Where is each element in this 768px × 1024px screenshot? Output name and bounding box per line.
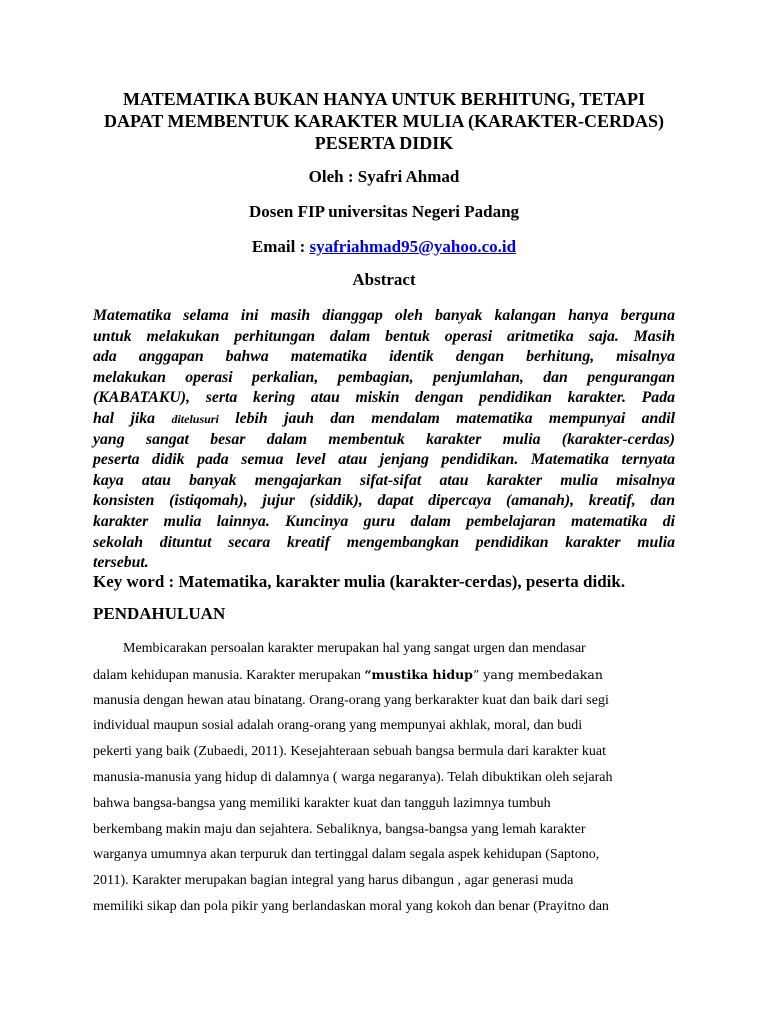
title-line-2: DAPAT MEMBENTUK KARAKTER MULIA (KARAKTER-CERDAS)	[103, 111, 665, 131]
abstract-line: untuk melakukan perhitungan dalam bentuk operasi aritmetika saja. Masih	[93, 327, 675, 345]
body-line: berkembang makin maju dan sejahtera. Sebaliknya, bangsa-bangsa yang lemah karakter	[93, 821, 586, 837]
email-label: Email :	[251, 237, 310, 256]
abstract-text	[93, 306, 675, 574]
abstract-line: tersebut.	[93, 554, 149, 572]
body-emphasis: “mustika hidup	[364, 666, 473, 682]
title-line-1: MATEMATIKA BUKAN HANYA UNTUK BERHITUNG, TETAPI	[122, 89, 646, 109]
body-fragment: dalam kehidupan manusia. Karakter merupakan	[93, 667, 365, 683]
abstract-line: yang sangat besar dalam membentuk karakter mulia (karakter-cerdas)	[93, 430, 675, 448]
body-line	[93, 662, 675, 688]
body-line: individual maupun sosial adalah orang-orang yang mempunyai akhlak, moral, dan budi	[93, 718, 583, 734]
author-affiliation: Dosen FIP universitas Negeri Padang	[248, 202, 520, 221]
body-paragraph	[93, 636, 675, 920]
abstract-fragment-small: ditelusuri	[171, 411, 219, 426]
author-email-line	[60, 237, 708, 257]
body-fragment: ” yang membedakan	[472, 666, 603, 682]
title-line-3: PESERTA DIDIK	[314, 133, 454, 153]
abstract-line: karakter mulia lainnya. Kuncinya guru dalam pembelajaran matematika di	[93, 512, 675, 530]
abstract-line: sekolah dituntut secara kreatif mengembangkan pendidikan karakter mulia	[93, 533, 675, 551]
body-line: manusia dengan hewan atau binatang. Orang-orang yang berkarakter kuat dan baik dari segi	[93, 692, 609, 708]
abstract-line: (KABATAKU), serta kering atau miskin dengan pendidikan karakter. Pada	[93, 389, 675, 407]
keywords: Key word : Matematika, karakter mulia (karakter-cerdas), peserta didik.	[93, 572, 626, 591]
abstract-line	[93, 409, 675, 430]
abstract-line: melakukan operasi perkalian, pembagian, penjumlahan, dan pengurangan	[93, 368, 675, 386]
author-byline: Oleh : Syafri Ahmad	[308, 167, 460, 186]
body-line: 2011). Karakter merupakan bagian integral yang harus dibangun , agar generasi muda	[93, 873, 574, 889]
abstract-fragment: lebih jauh dan mendalam matematika mempunyai andil	[218, 409, 676, 427]
paper-title	[60, 88, 708, 154]
body-line: warganya umumnya akan terpuruk dan tertinggal dalam segala aspek kehidupan (Saptono,	[93, 847, 600, 863]
body-line: Membicarakan persoalan karakter merupakan hal yang sangat urgen dan mendasar	[123, 641, 586, 656]
abstract-line: ada anggapan bahwa matematika identik dengan berhitung, misalnya	[93, 348, 675, 366]
email-link[interactable]: syafriahmad95@yahoo.co.id	[309, 237, 517, 256]
abstract-heading: Abstract	[352, 270, 416, 289]
abstract-line: Matematika selama ini masih dianggap oleh banyak kalangan hanya berguna	[93, 307, 675, 324]
section-heading: PENDAHULUAN	[93, 604, 226, 623]
body-line: memiliki sikap dan pola pikir yang berlandaskan moral yang kokoh dan benar (Prayitno dan	[93, 898, 609, 914]
abstract-line: konsisten (istiqomah), jujur (siddik), dapat dipercaya (amanah), kreatif, dan	[93, 492, 675, 510]
abstract-fragment: hal jika	[93, 409, 172, 427]
body-line: bahwa bangsa-bangsa yang memiliki karakter kuat dan tangguh lazimnya tumbuh	[93, 795, 551, 811]
abstract-line: peserta didik pada semua level atau jenjang pendidikan. Matematika ternyata	[93, 451, 675, 469]
abstract-line: kaya atau banyak mengajarkan sifat-sifat atau karakter mulia misalnya	[93, 471, 675, 489]
body-line: pekerti yang baik (Zubaedi, 2011). Kesejahteraan sebuah bangsa bermula dari karakter kuat	[93, 744, 606, 760]
body-line: manusia-manusia yang hidup di dalamnya ( warga negaranya). Telah dibuktikan oleh sejarah	[93, 769, 613, 785]
